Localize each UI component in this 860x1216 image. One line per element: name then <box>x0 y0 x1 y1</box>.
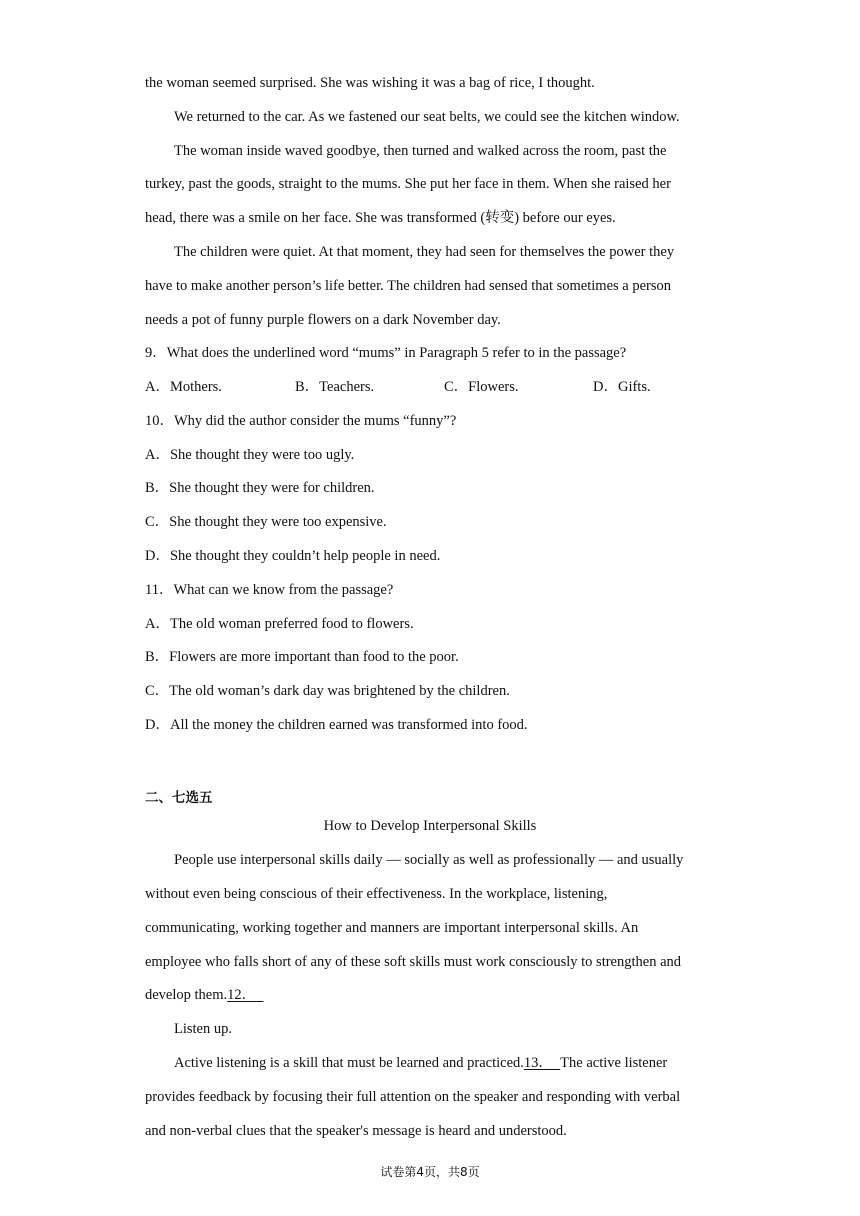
question-11-option-b: B．Flowers are more important than food to the poor. <box>145 649 459 665</box>
passage-line-7: have to make another person’s life better. The children had sensed that sometimes a person <box>145 278 672 294</box>
section2-line-3: communicating, working together and manners are important interpersonal skills. An <box>145 920 639 936</box>
question-10-option-a: A．She thought they were too ugly. <box>145 447 355 463</box>
question-11-option-d: D．All the money the children earned was transformed into food. <box>145 717 528 733</box>
question-10-option-c: C．She thought they were too expensive. <box>145 514 387 530</box>
subheading-listen-up: Listen up. <box>174 1021 232 1037</box>
section2-line-6 <box>174 1053 719 1073</box>
question-9-option-d: D．Gifts. <box>593 379 651 395</box>
question-11-stem: 11．What can we know from the passage? <box>145 582 394 598</box>
question-9-options <box>145 377 715 397</box>
page-footer: 试卷第4页，共8页 <box>380 1165 480 1179</box>
section2-line-1: People use interpersonal skills daily — socially as well as professionally — and usually <box>174 852 684 868</box>
question-9-option-b: B．Teachers. <box>295 379 375 395</box>
section2-line-7: provides feedback by focusing their full attention on the speaker and responding with verbal <box>145 1089 681 1105</box>
question-9-stem: 9．What does the underlined word “mums” in Paragraph 5 refer to in the passage? <box>145 345 627 361</box>
question-9-option-a: A．Mothers. <box>145 379 222 395</box>
section2-line-5-text: develop them. <box>145 987 228 1003</box>
passage-line-4: turkey, past the goods, straight to the mums. She put her face in them. When she raised her <box>145 176 671 192</box>
question-9-option-c: C．Flowers. <box>444 379 519 395</box>
blank-12: 12． <box>227 987 257 1003</box>
section2-line-2: without even being conscious of their effectiveness. In the workplace, listening, <box>145 886 608 902</box>
section2-line-5 <box>145 985 715 1005</box>
section2-line-6-after: The active listener <box>560 1055 668 1071</box>
passage-line-2: We returned to the car. As we fastened our seat belts, we could see the kitchen window. <box>174 109 680 125</box>
section-heading: 二、七选五 <box>145 790 213 806</box>
question-11-option-a: A．The old woman preferred food to flowers. <box>145 616 414 632</box>
passage-line-3: The woman inside waved goodbye, then turned and walked across the room, past the <box>174 143 667 159</box>
passage-title: How to Develop Interpersonal Skills <box>323 818 537 834</box>
blank-13: 13． <box>523 1055 553 1071</box>
question-10-option-d: D．She thought they couldn’t help people in need. <box>145 548 441 564</box>
section2-line-8: and non-verbal clues that the speaker's message is heard and understood. <box>145 1123 567 1139</box>
section2-line-6-text: Active listening is a skill that must be learned and practiced. <box>174 1055 524 1071</box>
passage-line-6: The children were quiet. At that moment, they had seen for themselves the power they <box>174 244 675 260</box>
blank-12-space <box>256 987 263 1003</box>
question-10-stem: 10．Why did the author consider the mums “funny”? <box>145 413 457 429</box>
question-10-option-b: B．She thought they were for children. <box>145 480 375 496</box>
passage-line-8: needs a pot of funny purple flowers on a dark November day. <box>145 312 501 328</box>
question-11-option-c: C．The old woman’s dark day was brightened by the children. <box>145 683 510 699</box>
section2-line-4: employee who falls short of any of these soft skills must work consciously to strengthen and <box>145 954 682 970</box>
passage-line-1: the woman seemed surprised. She was wishing it was a bag of rice, I thought. <box>145 75 595 91</box>
passage-line-5: head, there was a smile on her face. She was transformed (转变) before our eyes. <box>145 210 616 226</box>
